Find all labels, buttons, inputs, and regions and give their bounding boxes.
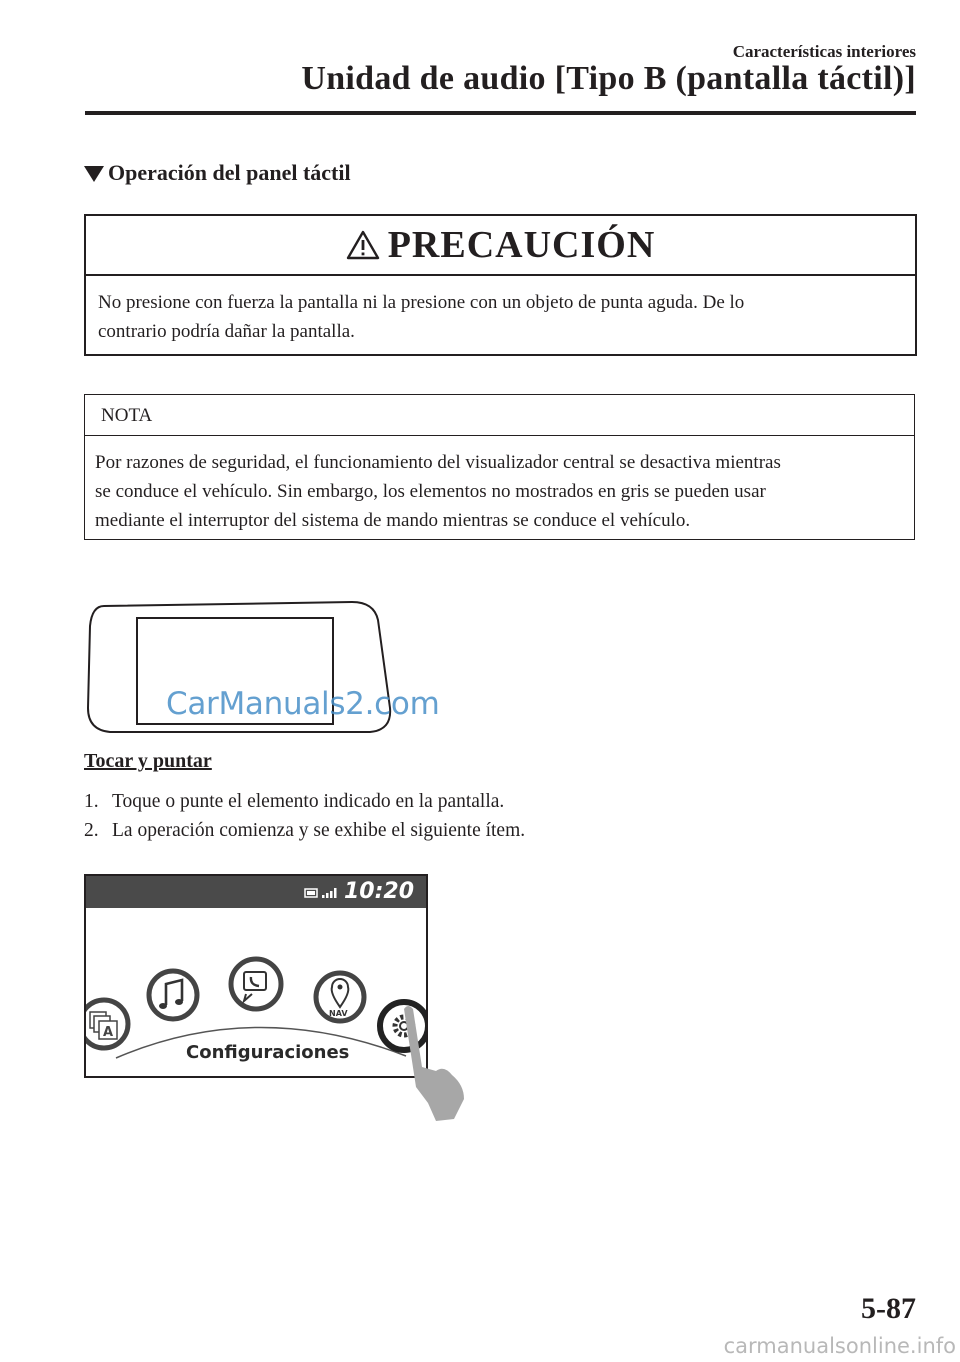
subheading: Tocar y puntar xyxy=(84,750,212,772)
page-title: Unidad de audio [Tipo B (pantalla táctil)] xyxy=(301,60,916,97)
section-heading xyxy=(84,160,351,186)
battery-level xyxy=(307,891,315,895)
steps-list xyxy=(84,787,525,845)
nav-icon[interactable] xyxy=(316,973,364,1021)
step-number: 2. xyxy=(84,820,99,841)
page-number: 5-87 xyxy=(861,1292,916,1325)
step-text: La operación comienza y se exhibe el siguiente ítem. xyxy=(112,820,526,841)
touchscreen-example xyxy=(84,874,428,1078)
note-line: mediante el interruptor del sistema de mando mientras se conduce el vehículo. xyxy=(95,510,691,531)
clock-time: 10:20 xyxy=(343,879,414,904)
caution-header xyxy=(86,216,915,276)
note-title: NOTA xyxy=(85,395,914,436)
music-icon[interactable] xyxy=(149,971,197,1019)
step-text: Toque o punte el elemento indicado en la pantalla. xyxy=(112,791,505,812)
status-bar xyxy=(86,876,426,908)
caution-text xyxy=(86,276,915,346)
finger-pointer-icon xyxy=(398,1003,468,1123)
signal-icon xyxy=(322,888,337,898)
caution-box xyxy=(84,214,917,356)
section-heading-text: Operación del panel táctil xyxy=(108,160,351,185)
note-line: Por razones de seguridad, el funcionamiento del visualizador central se desactiva mientras xyxy=(95,452,781,473)
watermark-text: CarManuals2.com xyxy=(166,686,440,722)
step-number: 1. xyxy=(84,791,99,812)
caution-line: No presione con fuerza la pantalla ni la presione con un objeto de punta aguda. De lo xyxy=(98,292,745,313)
settings-label: Configuraciones xyxy=(186,1042,350,1063)
chapter-title: Características interiores xyxy=(732,42,916,61)
header-divider xyxy=(85,111,916,115)
phone-icon[interactable] xyxy=(231,959,281,1009)
note-line: se conduce el vehículo. Sin embargo, los elementos no mostrados en gris se pueden usar xyxy=(95,481,766,502)
status-icons xyxy=(304,886,340,900)
caution-title: PRECAUCIÓN xyxy=(387,224,656,266)
triangle-bullet-icon xyxy=(84,166,104,182)
nav-badge: NAV xyxy=(329,1009,348,1018)
step-item xyxy=(84,787,525,816)
apps-icon[interactable] xyxy=(86,1000,128,1048)
note-box xyxy=(84,394,915,540)
step-item xyxy=(84,816,525,845)
footer-watermark: carmanualsonline.info xyxy=(723,1334,956,1358)
warning-triangle-icon xyxy=(346,230,380,260)
caution-line: contrario podría dañar la pantalla. xyxy=(98,321,355,342)
app-badge: A xyxy=(103,1025,114,1040)
note-text xyxy=(85,436,914,535)
